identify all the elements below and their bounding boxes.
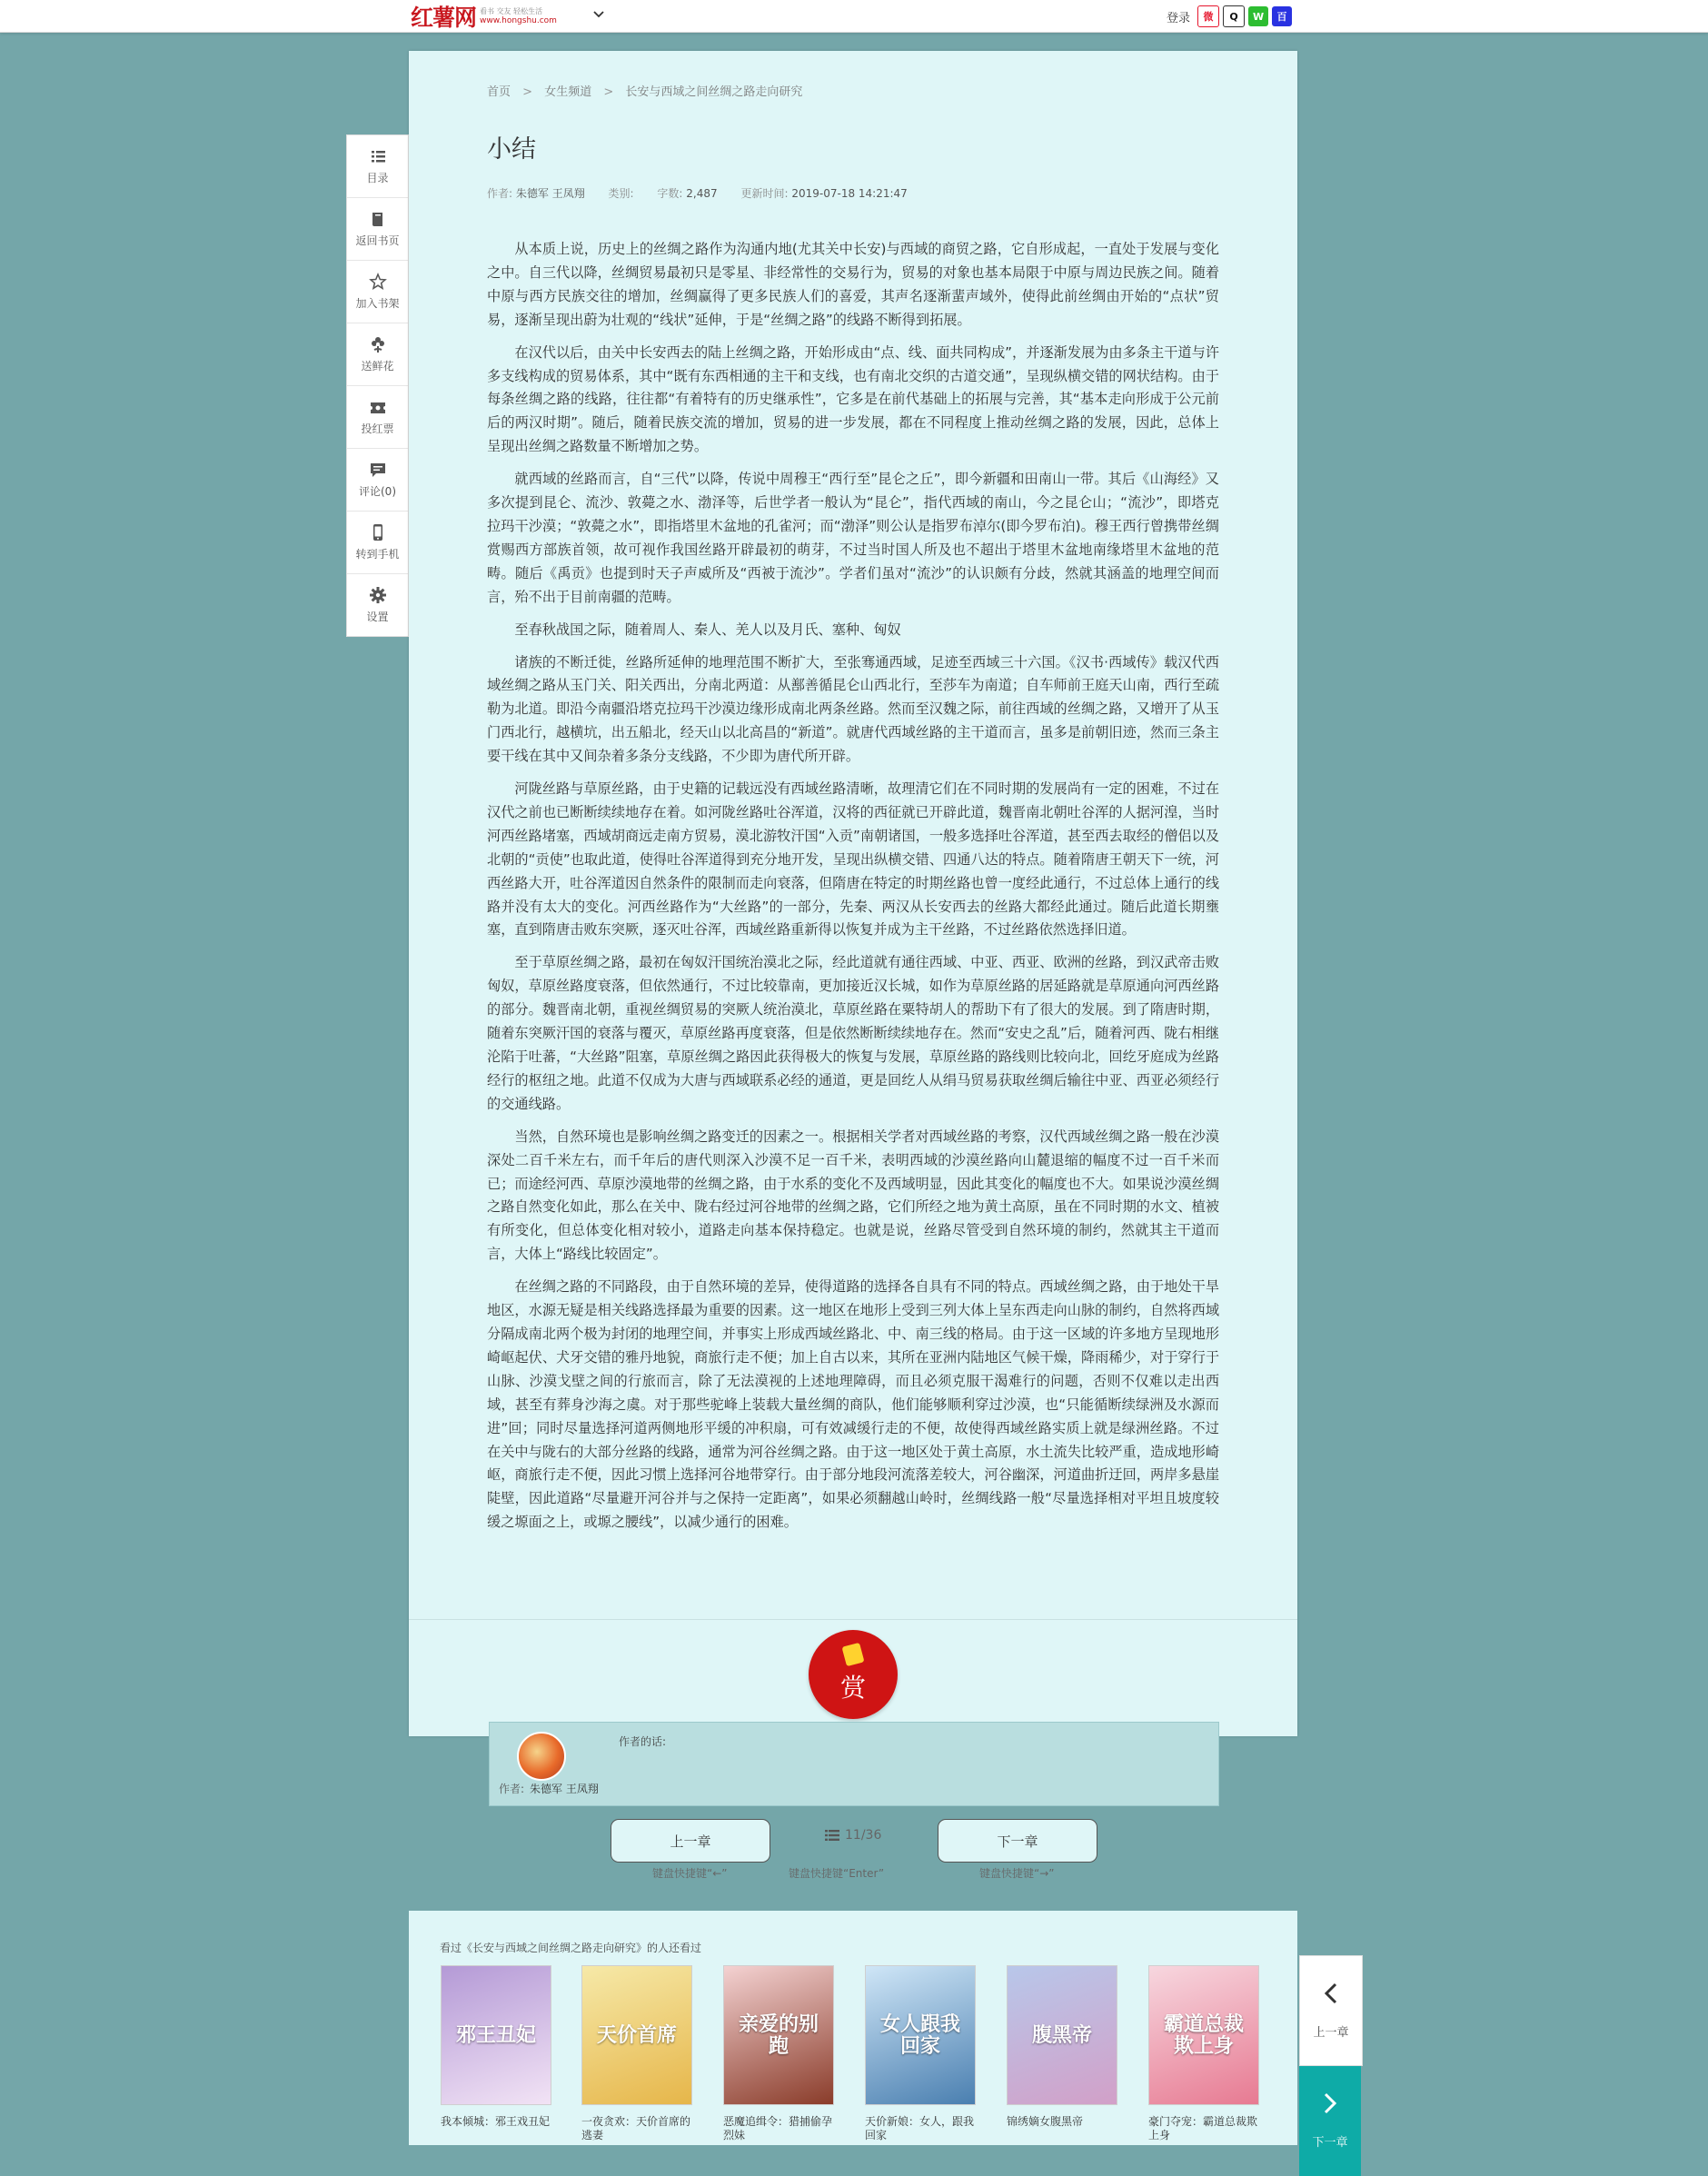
chevron-left-icon	[1324, 1982, 1338, 2004]
next-chapter-button[interactable]: 下一章	[938, 1819, 1097, 1863]
breadcrumb-channel[interactable]: 女生频道	[544, 85, 592, 99]
chapter-progress[interactable]	[825, 1828, 881, 1843]
book-title[interactable]: 恶魔追缉令：猎捕偷孕烈妹	[723, 2115, 833, 2141]
list-icon	[825, 1830, 839, 1841]
toolbar-item-send-flower[interactable]	[347, 323, 408, 386]
word-count-label: 字数:	[657, 187, 683, 200]
logo-url: www.hongshu.com	[480, 15, 557, 25]
reader-toolbar	[346, 134, 409, 637]
book-cover[interactable]	[1148, 1965, 1259, 2105]
toolbar-item-red-ticket[interactable]	[347, 386, 408, 449]
breadcrumb-home[interactable]: 首页	[487, 85, 511, 99]
chapter-panel	[409, 51, 1297, 1736]
breadcrumb-separator: >	[522, 85, 533, 99]
ticket-icon	[369, 398, 387, 416]
article-paragraph: 至春秋战国之际，随着周人、秦人、羌人以及月氏、塞种、匈奴	[514, 621, 901, 638]
book-cover-title: 邪王丑妃	[455, 2022, 536, 2047]
logo-slogan: 看书 交友 轻松生活	[480, 6, 543, 15]
breadcrumb-separator: >	[603, 85, 614, 99]
book-cover[interactable]	[581, 1965, 692, 2105]
article-paragraph: 从本质上说，历史上的丝绸之路作为沟通内地(尤其关中长安)与西域的商贸之路，它自形成起，一直处于发展与变化之中。自三代以降，丝绸贸易最初只是零星、非经常性的交易行为，贸易的对象也基本局限于中原与周边民族之间。随着中原与西方民族交往的增加，丝绸赢得了更多民族人们的喜爱，其声名逐渐蜚声域外，使得此前丝绸由开始的“点状”贸易，逐渐呈现出蔚为壮观的“线状”延伸，于是“丝绸之路”的线路不断得到拓展。	[487, 241, 1219, 328]
updated-label: 更新时间:	[740, 187, 789, 200]
book-title[interactable]: 锦绣嫡女腹黑帝	[1007, 2115, 1084, 2128]
recommended-book[interactable]	[581, 1965, 690, 2142]
prev-hint: 键盘快捷键“←”	[652, 1867, 728, 1880]
chevron-right-icon	[1323, 2092, 1337, 2114]
book-cover-title: 腹黑帝	[1031, 2022, 1092, 2047]
phone-icon	[369, 523, 387, 542]
updated-time: 2019-07-18 14:21:47	[791, 187, 908, 200]
gear-icon	[369, 586, 387, 604]
site-logo[interactable]	[411, 3, 557, 30]
toolbar-item-label: 设置	[366, 611, 389, 623]
flower-icon	[369, 335, 387, 353]
recommendations-panel	[409, 1911, 1297, 2145]
red-envelope-icon	[841, 1643, 864, 1666]
recommended-book[interactable]	[441, 1965, 550, 2129]
book-title[interactable]: 一夜贪欢：天价首席的逃妻	[581, 2115, 691, 2141]
book-cover[interactable]	[441, 1965, 551, 2105]
top-bar	[0, 0, 1708, 33]
star-icon	[369, 273, 387, 291]
article-paragraph: 就西域的丝路而言，自“三代”以降，传说中周穆王“西行至”昆仑之丘”，即今新疆和田南山一带。其后《山海经》又多次提到昆仑、流沙、敦薨之水、渤泽等，后世学者一般认为“昆仑”，指代西域的南山，今之昆仑山；“流沙”，即塔克拉玛干沙漠；“敦薨之水”，即指塔里木盆地的孔雀河；而“渤泽”则公认是指罗布淖尔(即今罗布泊)。穆王西行曾携带丝绸赏赐西方部族首领，故可视作我国丝路开辟最初的萌芽，不过当时国人所及也不超出于塔里木盆地南缘塔里木盆地的范畴。随后《禹贡》也提到时天子声威所及“西被于流沙”。学者们虽对“流沙”的认识颇有分歧，然就其涵盖的地理空间而言，殆不出于目前南疆的范畴。	[487, 471, 1219, 605]
book-icon	[369, 210, 387, 228]
recommended-book[interactable]	[865, 1965, 974, 2142]
reward-label: 赏	[839, 1673, 866, 1703]
article-paragraph: 河陇丝路与草原丝路，由于史籍的记载远没有西域丝路清晰，故理清它们在不同时期的发展尚有一定的困难，不过在汉代之前也已断断续续地存在着。如河陇丝路吐谷浑道，汉将的西征就已开辟此道，魏晋南北朝吐谷浑的人据河湟，当时河西丝路堵塞，西域胡商远走南方贸易，漠北游牧汗国“入贡”南朝诸国，一般多选择吐谷浑道，甚至西去取经的僧侣以及北朝的“贡使”也取此道，使得吐谷浑道得到充分地开发，呈现出纵横交错、四通八达的特点。随着隋唐王朝天下一统，河西丝路大开，吐谷浑道因自然条件的限制而走向衰落，但隋唐在特定的时期丝路也曾一度经此通行，不过总体上通行的线路并没有太大的变化。河西丝路作为“大丝路”的一部分，先秦、两汉从长安西去的丝路大都经此通过。随后此道长期壅塞，直到隋唐击败东突厥，逐灭吐谷浑，西域丝路重新得以恢复并成为主干丝路，不过丝路依然选择旧道。	[487, 780, 1219, 939]
article-paragraph: 在汉代以后，由关中长安西去的陆上丝绸之路，开始形成由“点、线、面共同构成”，并逐渐发展为由多条主干道与许多支线构成的贸易体系，其中“既有东西相通的主干和支线，也有南北交织的古道交通”，呈现纵横交错的网状结构。由于每条丝绸之路的线路，往往都“有着特有的历史继承性”，它多是在前代基础上的拓展与完善，其“基本走向形成于公元前后的两汉时期”。随后，随着民族交流的增加，贸易的进一步发展，都在不同程度上推动丝绸之路的发展，因此，总体上呈现出丝绸之路数量不断增加之势。	[487, 343, 1219, 455]
toolbar-item-to-phone[interactable]	[347, 512, 408, 574]
book-cover[interactable]	[1007, 1965, 1117, 2105]
comment-icon	[369, 461, 387, 479]
divider	[409, 1619, 1297, 1620]
breadcrumb	[487, 82, 802, 99]
baidu-icon[interactable]: 百	[1272, 6, 1292, 26]
reward-button[interactable]	[809, 1630, 898, 1719]
book-cover-title: 女人跟我回家	[879, 2012, 960, 2058]
chapter-progress-text: 11/36	[845, 1828, 882, 1843]
avatar[interactable]	[517, 1732, 566, 1781]
chapter-body	[487, 238, 1219, 1544]
login-link[interactable]: 登录	[1167, 11, 1191, 25]
toolbar-item-label: 评论(0)	[359, 485, 396, 498]
list-icon	[369, 147, 387, 165]
toolbar-item-label: 目录	[366, 172, 389, 184]
side-prev-chapter-button[interactable]	[1299, 1955, 1363, 2066]
book-title[interactable]: 我本倾城：邪王戏丑妃	[441, 2115, 551, 2128]
breadcrumb-book[interactable]: 长安与西域之间丝绸之路走向研究	[625, 85, 803, 99]
category-label: 类别:	[608, 187, 634, 200]
book-title[interactable]: 天价新娘：女人，跟我回家	[865, 2115, 975, 2141]
prev-chapter-button[interactable]: 上一章	[611, 1819, 770, 1863]
toolbar-item-settings[interactable]	[347, 574, 408, 636]
logo-text: 红薯网	[411, 5, 477, 31]
login-area	[1167, 5, 1292, 27]
chevron-down-icon[interactable]	[592, 8, 605, 21]
word-count: 2,487	[686, 187, 718, 200]
book-cover[interactable]	[865, 1965, 976, 2105]
side-next-label: 下一章	[1312, 2136, 1348, 2150]
article-paragraph: 在丝绸之路的不同路段，由于自然环境的差异，使得道路的选择各自具有不同的特点。西域丝绸之路，由于地处干旱地区，水源无疑是相关线路选择最为重要的因素。这一地区在地形上受到三列大体上呈东西走向山脉的制约，自然将西域分隔成南北两个极为封闭的地理空间，并事实上形成西域丝路北、中、南三线的格局。由于这一区域的许多地方呈现地形崎岖起伏、犬牙交错的雅丹地貌，商旅行走不便；加上自古以来，其所在亚洲内陆地区气候干燥，降雨稀少，对于穿行于山脉、沙漠戈壁之间的行旅而言，除了无法漠视的上述地理障碍，而且必须克服干渴难行的问题，否则不仅难以走出西域，甚至有葬身沙海之虞。对于那些驼峰上装载大量丝绸的商队，他们能够顺利穿过沙漠，也“只能循断续绿洲及水源而进”回；同时尽量选择河道两侧地形平缓的冲积扇，可有效减缓行走的不便，故使得西域丝路实质上就是绿洲丝路。不过在关中与陇右的大部分丝路的线路，通常为河谷丝绸之路。由于这一地区处于黄土高原，水土流失比较严重，造成地形崎岖，商旅行走不便，因此习惯上选择河谷地带穿行。由于部分地段河流落差较大，河谷幽深，河道曲折迂回，两岸多悬崖陡壁，因此道路“尽量避开河谷并与之保持一定距离”，如果必须翻越山岭时，丝绸线路一般“尽量选择相对平坦且坡度较缓之塬面之上，或塬之腰线”，以减少通行的困难。	[487, 1278, 1219, 1531]
recommendations-title: 看过《长安与西域之间丝绸之路走向研究》的人还看过	[440, 1942, 702, 1954]
toolbar-item-label: 返回书页	[355, 234, 400, 247]
wechat-icon[interactable]: W	[1248, 6, 1268, 26]
next-hint: 键盘快捷键“→”	[979, 1867, 1055, 1880]
book-title[interactable]: 豪门夺宠：霸道总裁欺上身	[1148, 2115, 1258, 2141]
toolbar-item-comments[interactable]	[347, 449, 408, 512]
toc-hint: 键盘快捷键“Enter”	[789, 1867, 885, 1880]
weibo-icon[interactable]: 微	[1197, 5, 1219, 27]
side-next-chapter-button[interactable]	[1299, 2066, 1361, 2176]
qq-icon[interactable]: Q	[1223, 5, 1245, 27]
author-name[interactable]: 朱德军 王凤翔	[515, 187, 585, 200]
author-note	[489, 1722, 1219, 1806]
book-cover-title: 霸道总裁欺上身	[1163, 2012, 1244, 2058]
side-prev-label: 上一章	[1313, 2025, 1349, 2040]
chapter-title: 小结	[487, 135, 536, 164]
article-paragraph: 诸族的不断迁徙，丝路所延伸的地理范围不断扩大，至张骞通西域，足迹至西域三十六国。《汉书·西域传》载汉代西域丝绸之路从玉门关、阳关西出，分南北两道：从鄯善循昆仑山西北行，至莎车为南道；自车师前王庭天山南，西行至疏勒为北道。即沿今南疆沿塔克拉玛干沙漠边缘形成南北两条丝路。然而至汉魏之际，前往西域的丝绸之路，又增开了从玉门西北行，越横坑，出五船北，经天山以北高昌的“新道”。就唐代西域丝路的主干道而言，虽多是前朝旧迹，然而三条主要干线在其中又间杂着多条分支线路，不少即为唐代所开辟。	[487, 653, 1219, 765]
recommended-book[interactable]	[723, 1965, 832, 2142]
book-cover[interactable]	[723, 1965, 834, 2105]
toolbar-item-label: 转到手机	[355, 548, 400, 561]
toolbar-item-label: 送鲜花	[361, 360, 394, 373]
article-paragraph: 至于草原丝绸之路，最初在匈奴汗国统治漠北之际，经此道就有通往西域、中亚、西亚、欧洲的丝路，到汉武帝击败匈奴，草原丝路度衰落，但依然通行，不过比较靠南，更加接近汉长城，如作为草原丝路的居延路就是草原通向河西丝路的部分。魏晋南北朝，重视丝绸贸易的突厥人统治漠北，草原丝路在粟特胡人的帮助下有了很大的发展。到了隋唐时期，随着东突厥汗国的衰落与覆灭，草原丝路再度衰落，但是依然断断续续地存在。然而“安史之乱”后，随着河西、陇右相继沦陷于吐蕃，“大丝路”阻塞，草原丝绸之路因此获得极大的恢复与发展，草原丝路的路线则比较向北，回纥牙庭成为丝路经行的枢纽之地。此道不仅成为大唐与西域联系必经的通道，更是回纥人从绢马贸易获取丝绸后输往中亚、西亚必须经行的交通线路。	[487, 954, 1219, 1112]
toolbar-item-back-to-book[interactable]	[347, 198, 408, 261]
book-cover-title: 亲爱的别跑	[738, 2012, 819, 2058]
logo-subtext	[480, 8, 557, 25]
article-paragraph: 当然，自然环境也是影响丝绸之路变迁的因素之一。根据相关学者对西域丝路的考察，汉代西域丝绸之路一般在沙漠深处二百千米左右，而千年后的唐代则深入沙漠不足一百千米，表明西域的沙漠丝路向山麓退缩的幅度不过一百千米而已；而途经河西、草原沙漠地带的丝绸之路，由于水系的变化不及西域明显，因此其变化的幅度也不大。如果说沙漠丝绸之路自然变化如此，那么在关中、陇右经过河谷地带的丝绸之路，它们所经之地为黄土高原，虽在不同时期的水文、植被有所变化，但总体变化相对较小，道路走向基本保持稳定。也就是说，丝路尽管受到自然环境的制约，然就其主干道而言，大体上“路线比较固定”。	[487, 1128, 1219, 1263]
author-note-author-name[interactable]: 朱德军 王凤翔	[530, 1783, 599, 1795]
toolbar-item-label: 加入书架	[355, 297, 400, 310]
author-label: 作者:	[487, 187, 513, 200]
recommended-book[interactable]	[1007, 1965, 1116, 2129]
chapter-meta	[487, 185, 928, 201]
book-cover-title: 天价首席	[596, 2022, 677, 2047]
recommended-book[interactable]	[1148, 1965, 1257, 2142]
author-note-author	[499, 1781, 599, 1796]
author-note-label: 作者的话:	[619, 1735, 667, 1748]
toolbar-item-add-shelf[interactable]	[347, 261, 408, 323]
toolbar-item-toc[interactable]	[347, 135, 408, 198]
author-note-author-label: 作者:	[499, 1783, 525, 1795]
toolbar-item-label: 投红票	[361, 422, 394, 435]
